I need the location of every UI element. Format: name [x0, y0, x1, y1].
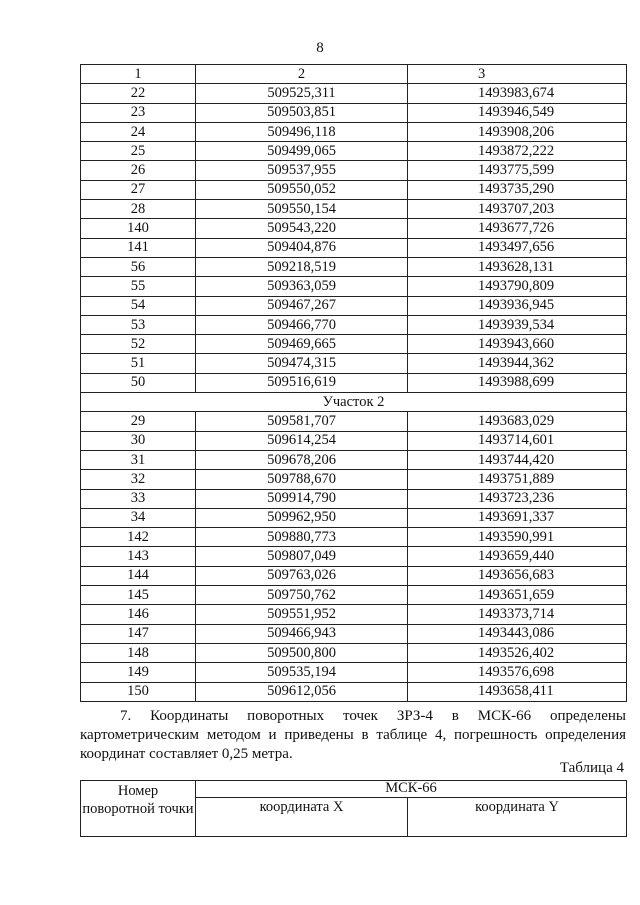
header-col-3: 3: [408, 65, 627, 84]
point-number: 53: [81, 315, 196, 334]
coordinate-y: 1493707,203: [408, 200, 627, 219]
coordinate-y: 1493939,534: [408, 315, 627, 334]
table-4: [80, 780, 627, 837]
table-row: [81, 547, 627, 566]
table-row: [81, 528, 627, 547]
table-row: [81, 315, 627, 334]
table-row: [81, 180, 627, 199]
coordinate-x: 509763,026: [196, 566, 408, 585]
point-number: 145: [81, 586, 196, 605]
coordinate-y: 1493936,945: [408, 296, 627, 315]
coordinate-y: 1493677,726: [408, 219, 627, 238]
coordinate-x: 509537,955: [196, 161, 408, 180]
coordinate-x: 509496,118: [196, 122, 408, 141]
point-number: 140: [81, 219, 196, 238]
coordinate-y: 1493988,699: [408, 373, 627, 392]
coordinate-y: 1493943,660: [408, 335, 627, 354]
table-row: [81, 663, 627, 682]
coordinate-x: 509551,952: [196, 605, 408, 624]
coordinate-y: 1493775,599: [408, 161, 627, 180]
point-number: 56: [81, 257, 196, 276]
point-number: 149: [81, 663, 196, 682]
coordinate-y: 1493944,362: [408, 354, 627, 373]
point-number: 25: [81, 142, 196, 161]
point-number: 143: [81, 547, 196, 566]
table-row: [81, 277, 627, 296]
coordinate-y: 1493744,420: [408, 450, 627, 469]
coordinate-y: 1493443,086: [408, 624, 627, 643]
table-row: [81, 643, 627, 662]
coordinate-y: 1493590,991: [408, 528, 627, 547]
coordinate-x: 509914,790: [196, 489, 408, 508]
coordinate-x: 509466,770: [196, 315, 408, 334]
table4-caption: Таблица 4: [559, 760, 624, 776]
table-row: [81, 586, 627, 605]
coordinate-y: 1493628,131: [408, 257, 627, 276]
table-row: [81, 296, 627, 315]
coordinate-y: 1493658,411: [408, 682, 627, 701]
table-header-row: [81, 65, 627, 84]
coordinate-y: 1493526,402: [408, 643, 627, 662]
point-number: 34: [81, 508, 196, 527]
table-row: [81, 200, 627, 219]
coordinate-x: 509466,943: [196, 624, 408, 643]
point-number: 33: [81, 489, 196, 508]
coordinate-y: 1493872,222: [408, 142, 627, 161]
table-row: [81, 566, 627, 585]
point-number: 28: [81, 200, 196, 219]
coordinate-y: 1493790,809: [408, 277, 627, 296]
header-col-2: 2: [196, 65, 408, 84]
point-number: 146: [81, 605, 196, 624]
point-number: 32: [81, 470, 196, 489]
point-number: 22: [81, 84, 196, 103]
coordinate-x: 509525,311: [196, 84, 408, 103]
table-row: [81, 354, 627, 373]
point-number: 30: [81, 431, 196, 450]
point-number: 51: [81, 354, 196, 373]
table-row: [81, 682, 627, 701]
coordinate-y: 1493723,236: [408, 489, 627, 508]
coordinate-y: 1493656,683: [408, 566, 627, 585]
point-number: 144: [81, 566, 196, 585]
coordinate-x: 509807,049: [196, 547, 408, 566]
point-number: 142: [81, 528, 196, 547]
coordinate-y: 1493497,656: [408, 238, 627, 257]
coordinate-x: 509516,619: [196, 373, 408, 392]
msk-66-header: МСК-66: [196, 781, 627, 798]
coordinate-x: 509788,670: [196, 470, 408, 489]
coordinate-x: 509550,154: [196, 200, 408, 219]
point-number: 52: [81, 335, 196, 354]
point-number: 27: [81, 180, 196, 199]
page-number: 8: [316, 40, 324, 56]
table-row: [81, 450, 627, 469]
coordinate-y: 1493751,889: [408, 470, 627, 489]
section-row: [81, 393, 627, 412]
point-number: 24: [81, 122, 196, 141]
coordinate-x: 509962,950: [196, 508, 408, 527]
point-number: 150: [81, 682, 196, 701]
coordinate-x: 509614,254: [196, 431, 408, 450]
paragraph-7: 7. Координаты поворотных точек ЗРЗ-4 в МСК-66 определены картометрическим методом и приведены в таблице 4, погрешность определения координат составляет 0,25 метра.: [80, 708, 626, 762]
table-row: [81, 219, 627, 238]
coordinate-x: 509550,052: [196, 180, 408, 199]
coordinate-y: 1493373,714: [408, 605, 627, 624]
table-row: [81, 84, 627, 103]
table-row: [81, 373, 627, 392]
coordinate-x: 509678,206: [196, 450, 408, 469]
point-number: 29: [81, 412, 196, 431]
coordinate-y: 1493946,549: [408, 103, 627, 122]
table-row: [81, 161, 627, 180]
table-row: [81, 238, 627, 257]
table-row: [81, 335, 627, 354]
point-number: 26: [81, 161, 196, 180]
coordinate-y: 1493576,698: [408, 663, 627, 682]
coordinate-x: 509500,800: [196, 643, 408, 662]
coordinate-x: 509467,267: [196, 296, 408, 315]
coordinate-y: 1493735,290: [408, 180, 627, 199]
point-number: 148: [81, 643, 196, 662]
table-row: [81, 122, 627, 141]
coordinates-table: [80, 64, 627, 702]
table-row: [81, 103, 627, 122]
table-row: [81, 142, 627, 161]
point-number-header: Номер поворотной точки: [81, 781, 196, 837]
coordinate-x: 509543,220: [196, 219, 408, 238]
coordinate-y: 1493683,029: [408, 412, 627, 431]
coordinate-x: 509469,665: [196, 335, 408, 354]
point-number: 141: [81, 238, 196, 257]
coordinate-x: 509503,851: [196, 103, 408, 122]
point-number: 50: [81, 373, 196, 392]
coordinate-x: 509581,707: [196, 412, 408, 431]
coordinate-x: 509535,194: [196, 663, 408, 682]
table-row: [81, 257, 627, 276]
point-number: 31: [81, 450, 196, 469]
coordinate-y: 1493691,337: [408, 508, 627, 527]
table-row: [81, 470, 627, 489]
coordinate-x: 509880,773: [196, 528, 408, 547]
coordinate-x: 509363,059: [196, 277, 408, 296]
table-row: [81, 412, 627, 431]
point-number: 55: [81, 277, 196, 296]
table-row: [81, 431, 627, 450]
coordinate-x: 509750,762: [196, 586, 408, 605]
coordinate-x: 509474,315: [196, 354, 408, 373]
point-number: 23: [81, 103, 196, 122]
point-number: 147: [81, 624, 196, 643]
coordinate-y: 1493908,206: [408, 122, 627, 141]
section-label: Участок 2: [81, 393, 627, 412]
point-number: 54: [81, 296, 196, 315]
table-row: [81, 508, 627, 527]
coordinate-x: 509404,876: [196, 238, 408, 257]
table-row: [81, 624, 627, 643]
coordinate-y: 1493983,674: [408, 84, 627, 103]
coordinate-x-header: координата X: [196, 797, 408, 836]
coordinate-x: 509612,056: [196, 682, 408, 701]
header-col-1: 1: [81, 65, 196, 84]
coordinate-y: 1493659,440: [408, 547, 627, 566]
table-row: [81, 605, 627, 624]
table-row: [81, 489, 627, 508]
coordinate-y-header: координата Y: [408, 797, 627, 836]
coordinate-y: 1493714,601: [408, 431, 627, 450]
coordinate-x: 509499,065: [196, 142, 408, 161]
coordinate-y: 1493651,659: [408, 586, 627, 605]
coordinate-x: 509218,519: [196, 257, 408, 276]
